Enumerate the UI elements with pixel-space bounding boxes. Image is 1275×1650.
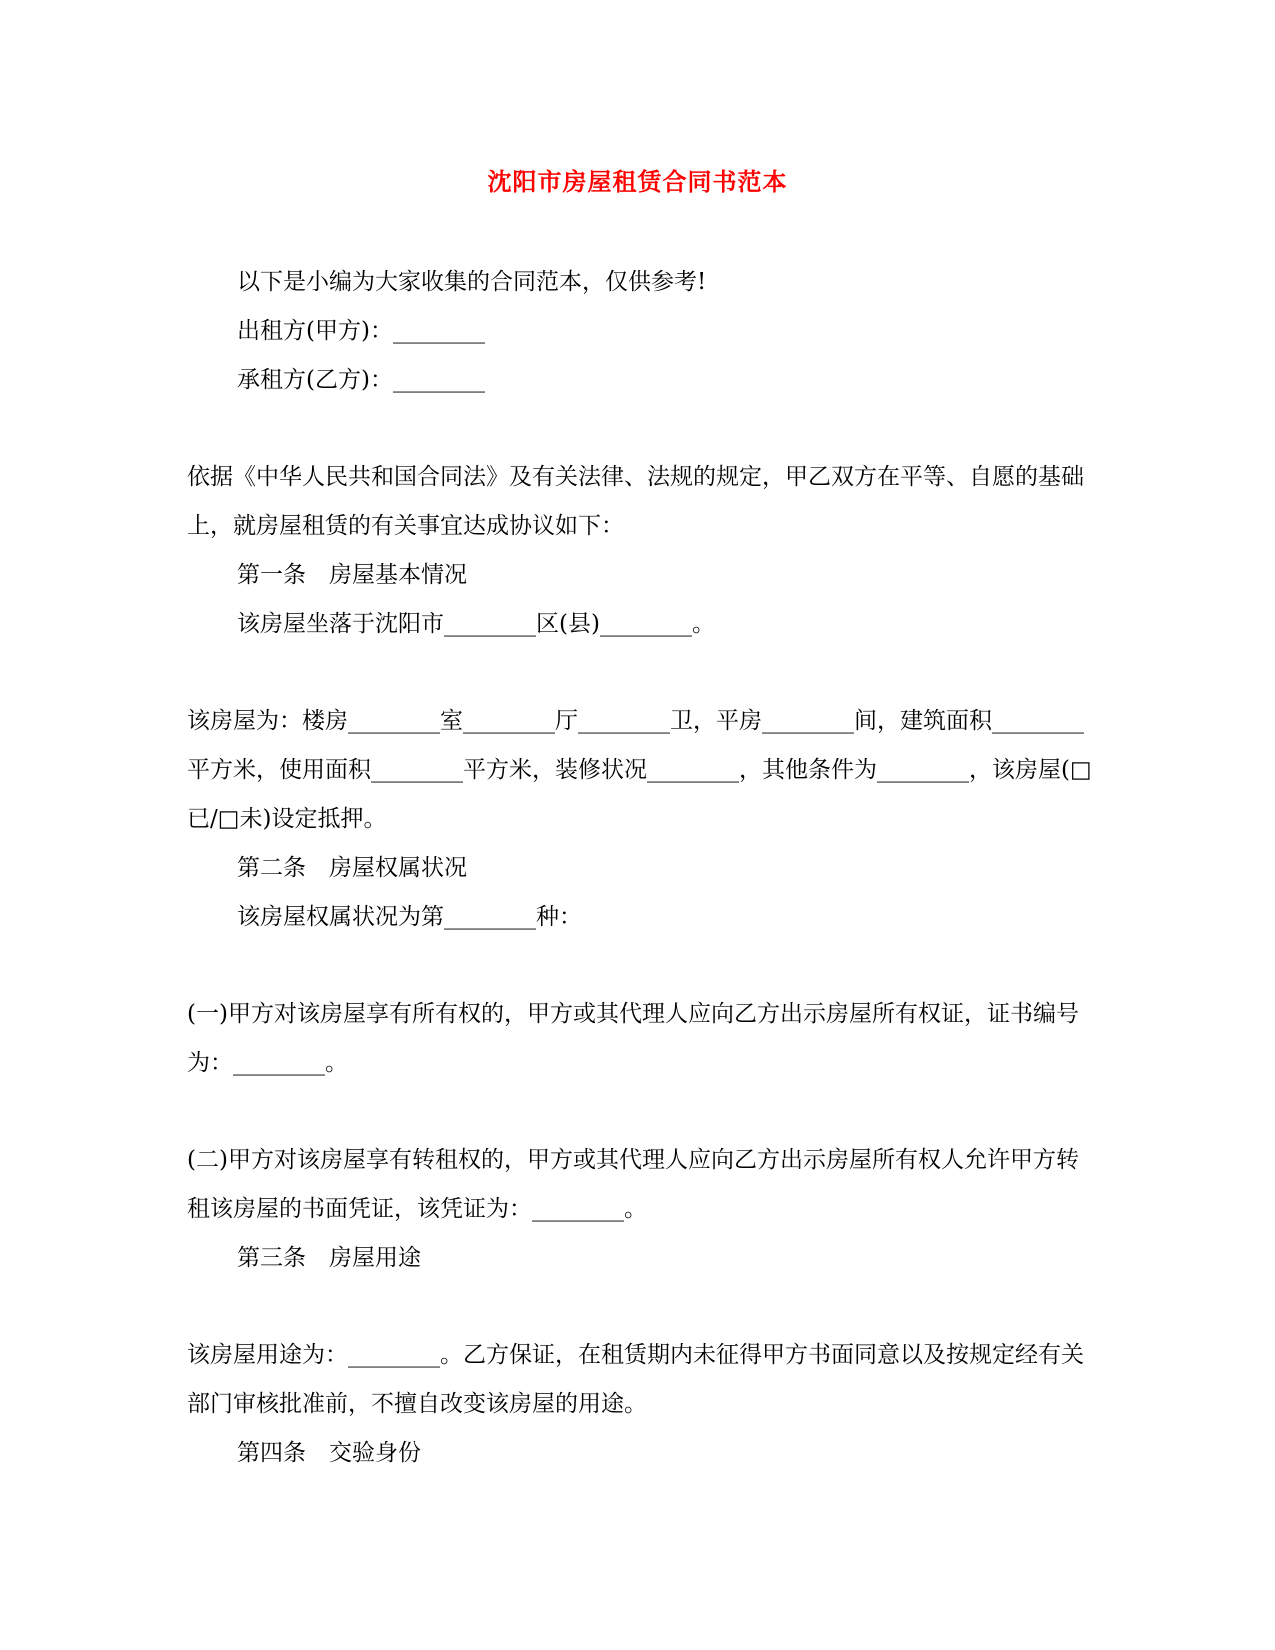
document-title: 沈阳市房屋租赁合同书范本 [487,167,788,196]
article-2-item-2: (二)甲方对该房屋享有转租权的，甲方或其代理人应向乙方出示房屋所有权人允许甲方转租该房屋的书面凭证，该凭证为：________。 [187,1147,1079,1222]
lessee-line: 承租方(乙方)：________ [237,367,485,393]
intro-paragraph: 以下是小编为大家收集的合同范本，仅供参考! [237,269,707,295]
basis-paragraph: 依据《中华人民共和国合同法》及有关法律、法规的规定，甲乙双方在平等、自愿的基础上，就房屋租赁的有关事宜达成协议如下： [187,464,1084,539]
document-body [187,258,1093,1478]
lessor-line: 出租方(甲方)：________ [237,318,485,344]
article-3-heading: 第三条 房屋用途 [237,1245,421,1271]
article-1-location: 该房屋坐落于沈阳市________区(县)________。 [237,611,715,637]
article-1-details: 该房屋为：楼房________室________厅________卫，平房________间，建筑面积________平方米，使用面积________平方米，装修状况________，其他条件为________，该房屋(□已/□未)设定抵押。 [187,708,1092,832]
article-2-item-1: (一)甲方对该房屋享有所有权的，甲方或其代理人应向乙方出示房屋所有权证，证书编号为：________。 [187,1001,1079,1076]
article-3-usage: 该房屋用途为：________。乙方保证，在租赁期内未征得甲方书面同意以及按规定经有关部门审核批准前，不擅自改变该房屋的用途。 [187,1342,1084,1417]
article-2-heading: 第二条 房屋权属状况 [237,855,467,881]
article-1-heading: 第一条 房屋基本情况 [237,562,467,588]
article-2-type: 该房屋权属状况为第________种： [237,904,582,930]
article-4-heading: 第四条 交验身份 [237,1440,421,1466]
